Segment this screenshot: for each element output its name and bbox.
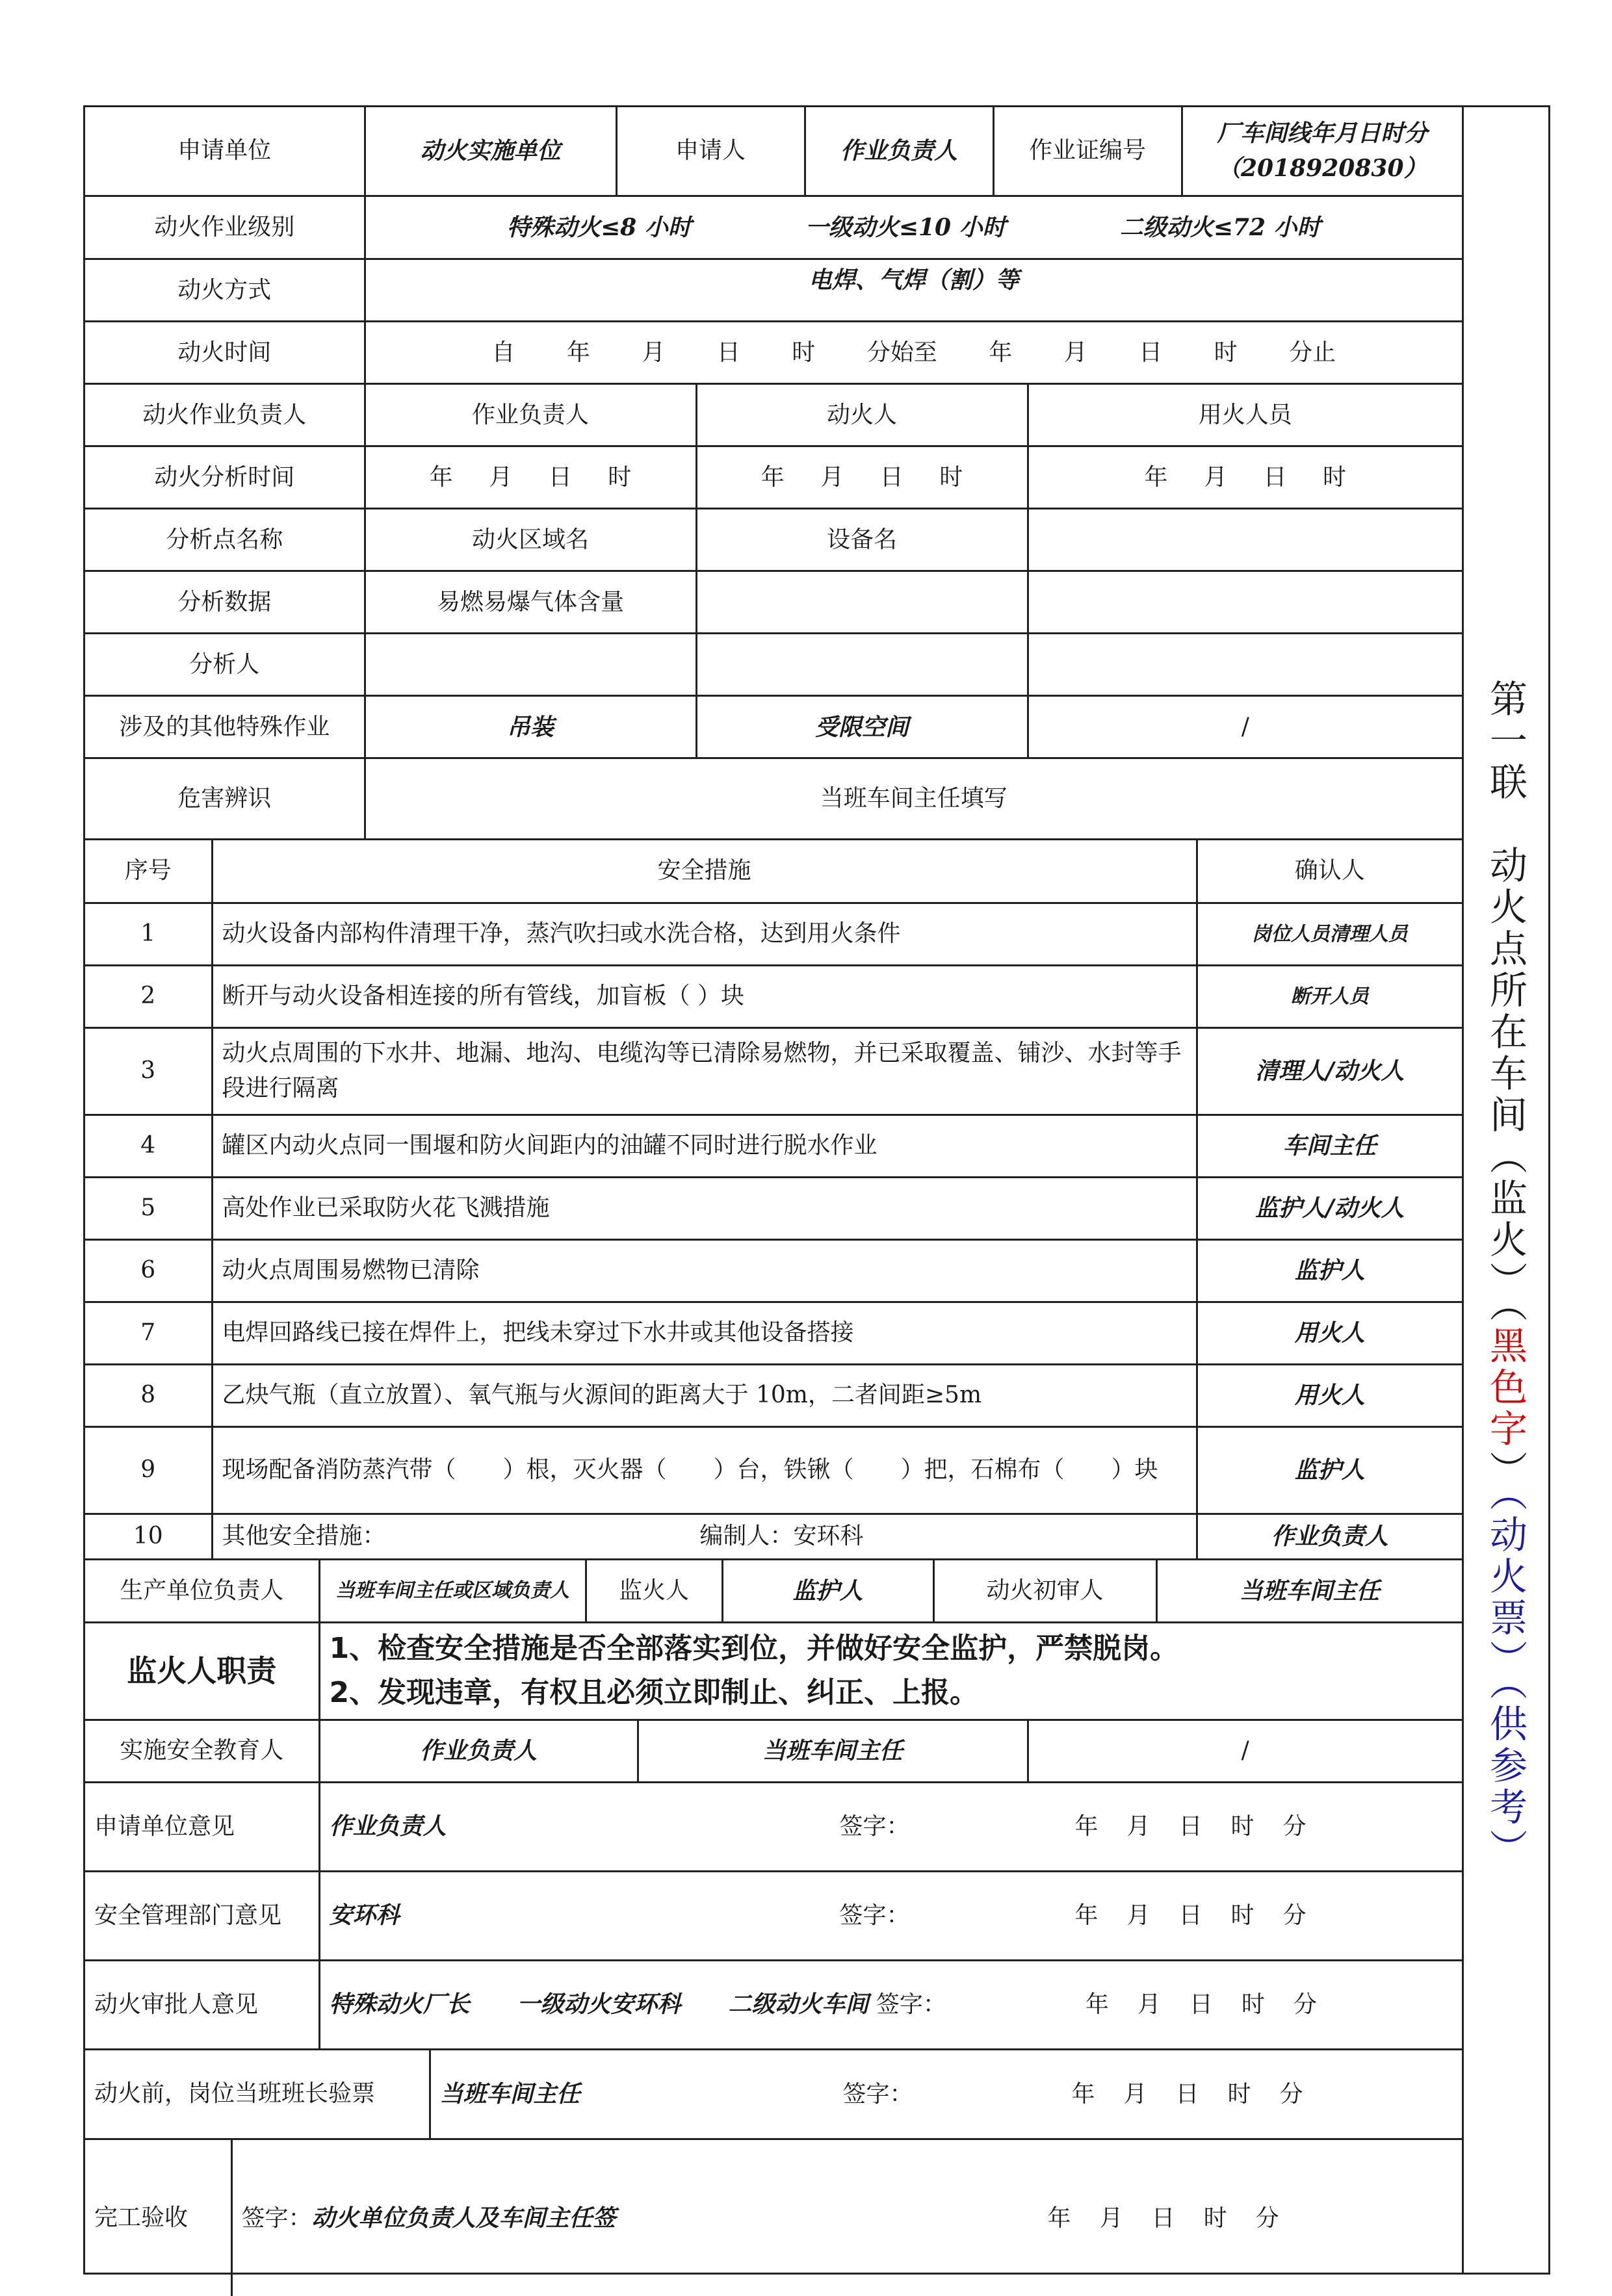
education-col3: / — [1028, 1720, 1462, 1782]
at2-month: 月 — [820, 463, 844, 491]
date-day: 日 — [1175, 2080, 1199, 2108]
form-main — [85, 107, 1462, 2273]
safety-date — [1061, 1902, 1321, 1929]
date-month: 月 — [1126, 1902, 1150, 1929]
approver-opinion-cell — [319, 1960, 1462, 2049]
date-hour: 时 — [1241, 1991, 1265, 2018]
side-part-black-text: 黑色字 — [1483, 1326, 1528, 1451]
date-minute: 分 — [1255, 2204, 1279, 2232]
measure-confirmer: 作业负责人 — [1197, 1514, 1462, 1559]
at1-hour: 时 — [608, 463, 632, 491]
date-year: 年 — [1074, 1902, 1098, 1929]
time-fields — [365, 322, 1462, 384]
date-hour: 时 — [1230, 1902, 1254, 1929]
cert-no-value — [1182, 107, 1462, 196]
apply-unit-value: 动火实施单位 — [365, 107, 616, 196]
cert-no-line1: 厂车间线年月日时分 — [1217, 120, 1428, 148]
method-label: 动火方式 — [85, 259, 365, 322]
measure-confirmer: 用火人 — [1197, 1302, 1462, 1364]
finish-value: 动火单位负责人及车间主任签 — [311, 2204, 616, 2232]
at1-month: 月 — [489, 463, 513, 491]
leader-table — [85, 2050, 1462, 2141]
approver-second: 二级动火车间 — [728, 1991, 869, 2018]
apply-opinion-value: 作业负责人 — [329, 1812, 447, 1840]
time-field-start: 分始至 — [866, 339, 937, 366]
analysis-point-col1: 动火区域名 — [365, 509, 696, 571]
header-table — [85, 107, 1462, 197]
measure-row — [85, 1514, 1462, 1559]
date-day: 日 — [1178, 1902, 1202, 1929]
permit-form — [83, 105, 1550, 2275]
date-month: 月 — [1123, 2080, 1147, 2108]
date-month: 月 — [1126, 1813, 1150, 1840]
persons-col1: 作业负责人 — [365, 384, 696, 446]
date-year: 年 — [1085, 1991, 1109, 2018]
date-year: 年 — [1047, 2204, 1071, 2232]
measure-text: 现场配备消防蒸汽带（ ）根，灭火器（ ）台，铁锹（ ）把，石棉布（ ）块 — [212, 1426, 1197, 1514]
apply-date — [1061, 1813, 1321, 1840]
approver-opinion-label: 动火审批人意见 — [85, 1960, 319, 2049]
date-hour: 时 — [1230, 1813, 1254, 1840]
measure-text: 高处作业已采取防火花飞溅措施 — [212, 1177, 1197, 1239]
measure-row — [85, 1177, 1462, 1239]
measure-no: 1 — [85, 903, 212, 965]
analysis-data-col3 — [1028, 571, 1462, 634]
side-label-column — [1462, 107, 1548, 2273]
level-first: 一级动火≤10 小时 — [805, 213, 1006, 241]
side-label — [1464, 679, 1546, 1870]
apply-unit-label: 申请单位 — [85, 107, 365, 196]
date-minute: 分 — [1293, 1991, 1317, 2018]
at2-year: 年 — [760, 463, 785, 491]
first-review-value: 当班车间主任 — [1156, 1560, 1462, 1623]
side-part-3: ） — [1483, 1451, 1528, 1492]
persons-col3: 用火人员 — [1028, 384, 1462, 446]
finish-date — [1034, 2205, 1294, 2232]
measure-no: 9 — [85, 1426, 212, 1514]
date-hour: 时 — [1227, 2080, 1251, 2108]
date-year: 年 — [1074, 1813, 1098, 1840]
side-part-1: 第一联 动火点所在车间（监火）（ — [1483, 679, 1528, 1326]
time-field-day: 日 — [716, 339, 740, 366]
analysis-time-1 — [365, 446, 696, 509]
measure-confirmer: 清理人/动火人 — [1197, 1027, 1462, 1115]
measure-text: 电焊回路线已接在焊件上，把线未穿过下水井或其他设备搭接 — [212, 1302, 1197, 1364]
at2-hour: 时 — [939, 463, 963, 491]
measure-row — [85, 1239, 1462, 1302]
measure-text: 动火设备内部构件清理干净，蒸汽吹扫或水洗合格，达到用火条件 — [212, 903, 1197, 965]
other-special-col3: / — [1028, 696, 1462, 758]
time-field-stop: 分止 — [1289, 339, 1336, 366]
level-options — [365, 197, 1462, 259]
analysis-time-3 — [1028, 446, 1462, 509]
time-field-hour: 时 — [792, 339, 816, 366]
measure-row — [85, 903, 1462, 965]
applicant-value: 作业负责人 — [805, 107, 993, 196]
measure-confirmer: 监护人/动火人 — [1197, 1177, 1462, 1239]
measure-confirmer: 监护人 — [1197, 1239, 1462, 1302]
production-value: 当班车间主任或区域负责人 — [319, 1560, 586, 1623]
at3-month: 月 — [1204, 463, 1228, 491]
measure-text: 动火点周围的下水井、地漏、地沟、电缆沟等已清除易燃物，并已采取覆盖、铺沙、水封等手段进行隔离 — [212, 1027, 1197, 1115]
analyst-label: 分析人 — [85, 634, 365, 696]
analysis-time-label: 动火分析时间 — [85, 446, 365, 509]
measure-no: 3 — [85, 1027, 212, 1115]
measure-row — [85, 1426, 1462, 1514]
measure-confirmer: 岗位人员清理人员 — [1197, 903, 1462, 965]
date-minute: 分 — [1282, 1902, 1306, 1929]
at3-hour: 时 — [1322, 463, 1346, 491]
apply-opinion-cell — [319, 1782, 1462, 1871]
measure-row — [85, 1302, 1462, 1364]
watcher-value: 监护人 — [722, 1560, 933, 1623]
time-field-month-end: 月 — [1063, 339, 1087, 366]
level-second: 二级动火≤72 小时 — [1119, 213, 1321, 241]
at3-day: 日 — [1263, 463, 1287, 491]
cert-no-label: 作业证编号 — [993, 107, 1182, 196]
at1-year: 年 — [429, 463, 453, 491]
date-day: 日 — [1151, 2204, 1175, 2232]
first-review-label: 动火初审人 — [933, 1560, 1156, 1623]
measure-no: 7 — [85, 1302, 212, 1364]
safety-opinion-value: 安环科 — [329, 1902, 400, 1929]
duty-table — [85, 1623, 1462, 2050]
level-special: 特殊动火≤8 小时 — [507, 213, 692, 241]
measure-other-label: 其他安全措施： — [222, 1523, 386, 1549]
finish-label: 完工验收 — [85, 2140, 231, 2296]
analysis-point-col2: 设备名 — [696, 509, 1028, 571]
other-special-label: 涉及的其他特殊作业 — [85, 696, 365, 758]
education-label: 实施安全教育人 — [85, 1720, 319, 1782]
cert-no-line2: （2018920830） — [1217, 155, 1427, 183]
measures-table — [85, 840, 1462, 1560]
hazard-value: 当班车间主任填写 — [365, 758, 1462, 840]
duty-text — [319, 1623, 1462, 1720]
measure-no: 2 — [85, 965, 212, 1027]
finish-table — [85, 2140, 1462, 2296]
measure-confirmer: 断开人员 — [1197, 965, 1462, 1027]
time-field-year-end: 年 — [989, 339, 1013, 366]
measures-confirmer-header: 确认人 — [1197, 840, 1462, 903]
measure-compiler: 编制人：安环科 — [699, 1523, 864, 1549]
time-field-day-end: 日 — [1139, 339, 1163, 366]
measures-no-header: 序号 — [85, 840, 212, 903]
side-part-ticket: （动火票）（供参考） — [1483, 1492, 1528, 1870]
measure-no: 10 — [85, 1514, 212, 1559]
other-special-col2: 受限空间 — [696, 696, 1028, 758]
measure-text: 罐区内动火点同一围堰和防火间距内的油罐不同时进行脱水作业 — [212, 1115, 1197, 1177]
persons-label: 动火作业负责人 — [85, 384, 365, 446]
production-label: 生产单位负责人 — [85, 1560, 319, 1623]
analysis-data-col2 — [696, 571, 1028, 634]
safety-sign-label: 签字： — [839, 1902, 910, 1929]
safety-opinion-cell — [319, 1871, 1462, 1960]
education-col2: 当班车间主任 — [638, 1720, 1028, 1782]
measure-text: 动火点周围易燃物已清除 — [212, 1239, 1197, 1302]
measure-row — [85, 1027, 1462, 1115]
at3-year: 年 — [1144, 463, 1168, 491]
measure-row — [85, 1364, 1462, 1426]
duty-label: 监火人职责 — [85, 1623, 319, 1720]
approver-sign-label: 签字： — [876, 1991, 946, 2018]
analysis-point-col3 — [1028, 509, 1462, 571]
leader-sign-label: 签字： — [842, 2080, 913, 2108]
time-field-year: 年 — [566, 339, 590, 366]
analysis-data-label: 分析数据 — [85, 571, 365, 634]
analyst-col1 — [365, 634, 696, 696]
time-field-hour-end: 时 — [1214, 339, 1238, 366]
hazard-label: 危害辨识 — [85, 758, 365, 840]
apply-sign-label: 签字： — [839, 1813, 910, 1840]
date-minute: 分 — [1282, 1813, 1306, 1840]
date-day: 日 — [1189, 1991, 1213, 2018]
date-hour: 时 — [1203, 2204, 1227, 2232]
date-month: 月 — [1137, 1991, 1161, 2018]
measure-no: 8 — [85, 1364, 212, 1426]
date-minute: 分 — [1279, 2080, 1303, 2108]
apply-opinion-label: 申请单位意见 — [85, 1782, 319, 1871]
analysis-data-col1: 易燃易爆气体含量 — [365, 571, 696, 634]
measure-text: 断开与动火设备相连接的所有管线，加盲板（ ）块 — [212, 965, 1197, 1027]
date-day: 日 — [1178, 1813, 1202, 1840]
measure-text — [212, 1514, 1197, 1559]
applicant-label: 申请人 — [616, 107, 805, 196]
date-year: 年 — [1071, 2080, 1095, 2108]
analyst-col3 — [1028, 634, 1462, 696]
level-label: 动火作业级别 — [85, 197, 365, 259]
approver-special: 特殊动火厂长 — [329, 1991, 470, 2018]
finish-sign-label: 签字： — [241, 2204, 312, 2232]
at2-day: 日 — [879, 463, 904, 491]
leader-date — [1058, 2081, 1318, 2108]
measure-confirmer: 车间主任 — [1197, 1115, 1462, 1177]
measure-no: 4 — [85, 1115, 212, 1177]
measure-confirmer: 用火人 — [1197, 1364, 1462, 1426]
measure-no: 6 — [85, 1239, 212, 1302]
date-month: 月 — [1099, 2204, 1123, 2232]
time-field-month: 月 — [642, 339, 666, 366]
measure-no: 5 — [85, 1177, 212, 1239]
method-value: 电焊、气焊（割）等 — [365, 259, 1462, 322]
duty-line1: 1、检查安全措施是否全部落实到位，并做好安全监护，严禁脱岗。 — [329, 1632, 1179, 1666]
analyst-col2 — [696, 634, 1028, 696]
leader-label: 动火前，岗位当班班长验票 — [85, 2050, 430, 2139]
finish-cell — [231, 2140, 1462, 2296]
measures-text-header: 安全措施 — [212, 840, 1197, 903]
info-table — [85, 197, 1462, 841]
leader-cell — [430, 2050, 1462, 2139]
education-col1: 作业负责人 — [319, 1720, 638, 1782]
watcher-label: 监火人 — [586, 1560, 722, 1623]
at1-day: 日 — [548, 463, 572, 491]
other-special-col1: 吊装 — [365, 696, 696, 758]
analysis-point-label: 分析点名称 — [85, 509, 365, 571]
measure-row — [85, 965, 1462, 1027]
production-table — [85, 1560, 1462, 1624]
measure-confirmer: 监护人 — [1197, 1426, 1462, 1514]
duty-line2: 2、发现违章，有权且必须立即制止、纠正、上报。 — [329, 1676, 979, 1710]
time-field-from: 自 — [491, 339, 515, 366]
measure-row — [85, 1115, 1462, 1177]
approver-date — [1071, 1991, 1331, 2018]
analysis-time-2 — [696, 446, 1028, 509]
safety-opinion-label: 安全管理部门意见 — [85, 1871, 319, 1960]
measure-text: 乙炔气瓶（直立放置）、氧气瓶与火源间的距离大于 10m，二者间距≥5m — [212, 1364, 1197, 1426]
time-label: 动火时间 — [85, 322, 365, 384]
approver-first: 一级动火安环科 — [517, 1991, 681, 2018]
persons-col2: 动火人 — [696, 384, 1028, 446]
leader-value: 当班车间主任 — [439, 2080, 580, 2108]
